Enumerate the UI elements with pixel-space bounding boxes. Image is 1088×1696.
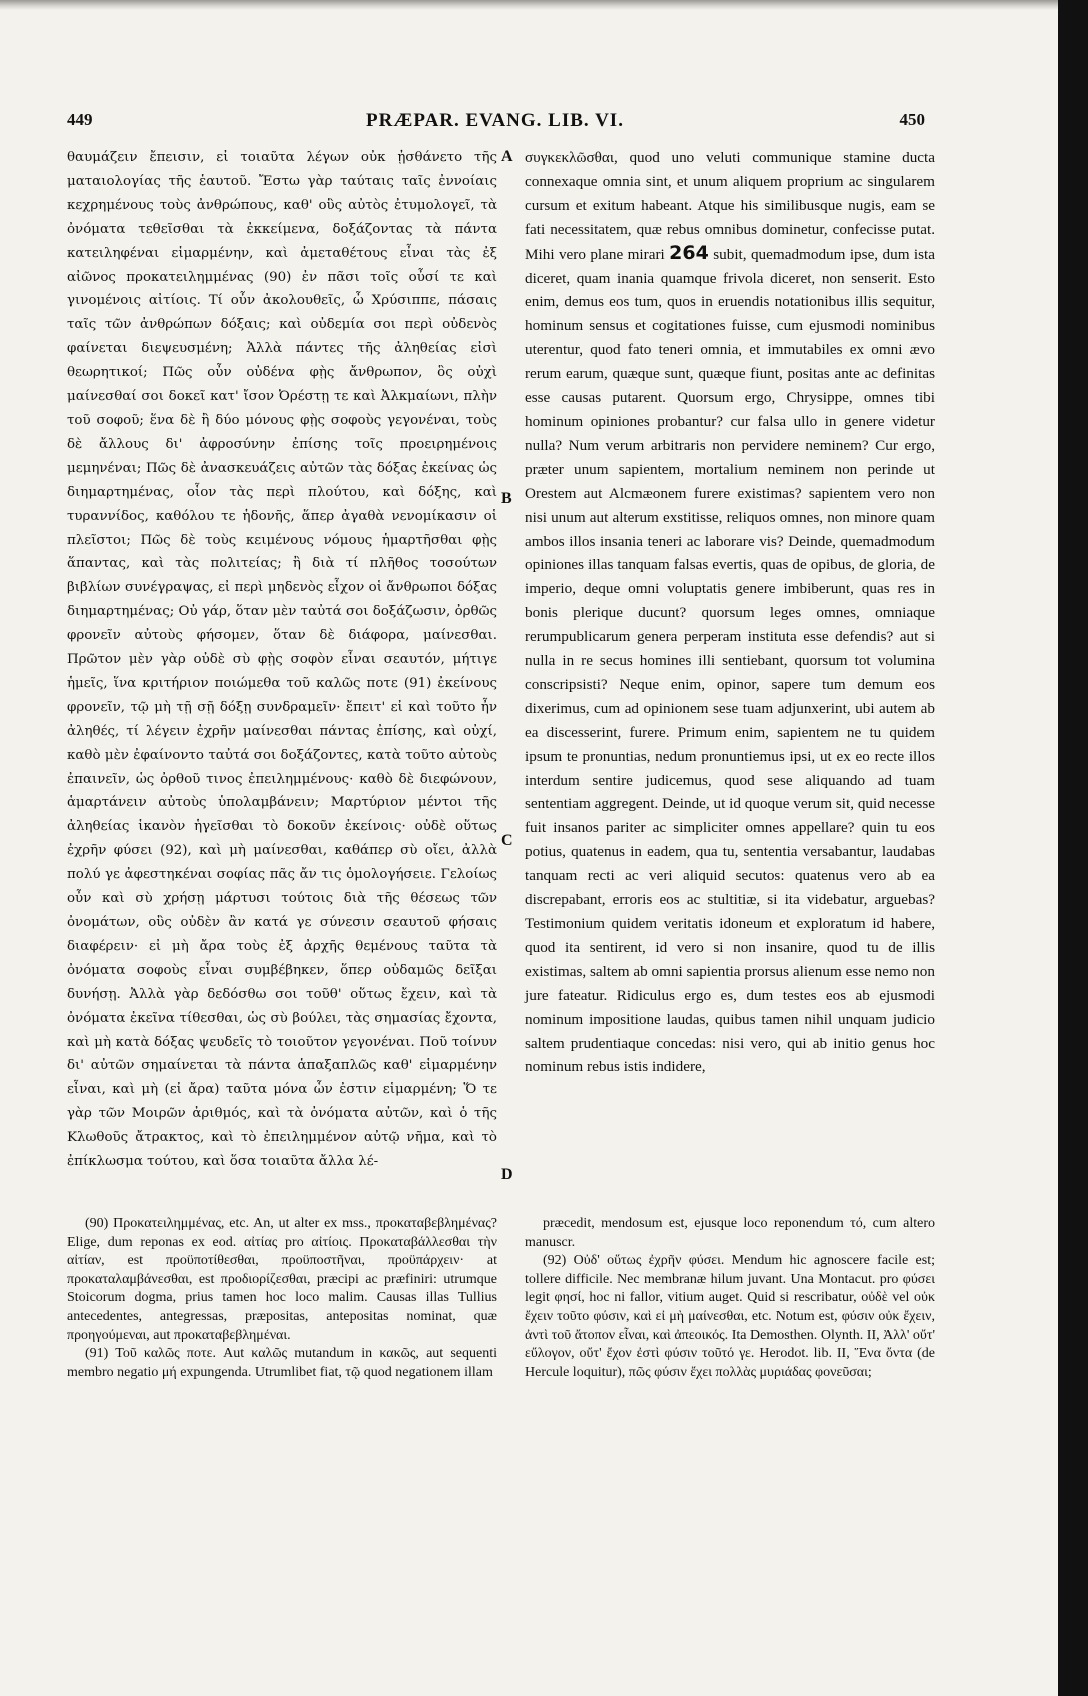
footnotes-left bbox=[67, 1215, 497, 1382]
greek-column bbox=[67, 146, 497, 1174]
section-marker-a: A bbox=[501, 148, 513, 165]
scan-edge-right bbox=[1058, 0, 1088, 1696]
running-title: PRÆPAR. EVANG. LIB. VI. bbox=[366, 110, 624, 131]
footnote-92: (92) Οὐδ' οὕτως ἐχρῆν φύσει. Mendum hic agnoscere facile est; tollere difficile. Nec membranæ hilum juvant. Una Montacut. pro φύσει legit φησί, hoc ni fallor, vitium auget. Quid si rescribatur, οὐδὲ vel οὐκ ἔχειν τοῦτο φύσιν, καὶ εἰ μὴ μαίνεσθαι, etc. Notum est, φύσιν οὐκ ἔχειν, ἀντὶ τοῦ ἄτοπον εἶναι, καὶ ἀπεοικός. Ita Demosthen. Olynth. II, Ἀλλ' οὔτ' εὔλογον, οὔτ' ἔχον ἐστὶ φύσιν τοῦτό γε. Herodot. lib. II, Ἕνα ὄντα (de Hercule loquitur), πῶς φύσιν ἔχει πολλὰς μυριάδας φονεῦσαι; bbox=[525, 1253, 935, 1380]
latin-text bbox=[525, 146, 935, 1079]
inline-page-number: 264 bbox=[669, 241, 709, 264]
page-number-right: 450 bbox=[899, 110, 925, 129]
scan-edge-top bbox=[0, 0, 1088, 10]
section-marker-d: D bbox=[501, 1166, 513, 1183]
latin-text-part-2: subit, quemadmodum ipse, dum ista diceret, quam inania quamque frivola diceret, non senserit. Esto enim, demus eos tum, quos in eruendis notationibus illis sequitur, hominum sensus et cogitationes fuisse, cum ejusmodi nominibus uterentur, quod fato teneri omnia, et immutabiles ex omni ævo rerum earum, quæque sunt, quæque fiunt, positas ante ac definitas esse causas putarent. Quorsum ergo, Chrysippe, omnes tibi hominum opiniones probantur? cur falsa ullo in genere videtur nulla? Num verum arbitraris non pervidere neminem? Cur ergo, præter unum sapientem, mortalium neminem non perinde ut Orestem aut Alcmæonem furere existimas? sapientem vero non nisi unum aut alterum exstitisse, reliquos omnes, non minore quam ambos illos insania teneri ac laborare vis? Deinde, quemadmodum opiniones illas tanquam falsas evertis, quas de opibus, de gloria, de imperio, deque omni voluptatis genere imbiberunt, quas res in bonis plerique ducunt? quorsum leges omnes, omniaque rerumpublicarum genera perperam instituta esse defendis? aut si nulla in re secus homines illi sentiebant, quorsum tot volumina conscripsisti? Neque enim, opinor, sapere tum demum eos dixerimus, cum ad opinionem sese tuam adjunxerint, ubi autem ab ea discesserint, furere. Primum enim, sapientem ne tu quidem ipsum te pronuntias, nedum pronuntiemus ipsi, ut ex eo recte illos interdum sentire judicemus, quod sese aliquando ad tuam sententiam aggregent. Deinde, ut id quoque verum sit, quid necesse fuit insanos pariter ac simpliciter omnes appellare? quin tu eos potius, quatenus in eadem, qua tu, sententia versabantur, laudabas tanquam recti ac veri aliquid secutos: quatenus vero ab ea discrepabant, erroris eos ac stultitiæ, si ita videbatur, arguebas? Testimonium quidem veritatis idoneum et exploratum id habere, quod ita sentirent, id vero si non insanire, quod tu de illis existimas, saltem ab omni sapientia prorsus alienum esse nemo non jure fateatur. Ridiculus ergo es, dum testes eos ab ejusmodi nominum impositione laudas, quibus tamen nihil unquam judicio saltem prudentiaque concedas: nisi vero, qui ab initio genus hoc nominum rebus istis indidere, bbox=[525, 245, 936, 1076]
running-head bbox=[55, 110, 935, 140]
section-marker-c: C bbox=[501, 832, 513, 849]
book-page bbox=[55, 110, 936, 1183]
footnotes-right bbox=[525, 1215, 935, 1382]
greek-text: θαυμάζειν ἔπεισιν, εἰ τοιαῦτα λέγων οὐκ ᾐσθάνετο τῆς ματαιολογίας τῆς ἑαυτοῦ. Ἔστω γὰρ ταύταις ταῖς ἐννοίαις κεχρημένους τοὺς ἀνθρώπους, καθ' οὓς αὐτὸς ἐτυμολογεῖ, τὰ ὀνόματα τεθεῖσθαι τὰ ἐκκείμενα, δοξάζοντας τὰ πάντα κατειληφέναι εἱμαρμένην, καὶ ἀμεταθέτους εἶναι τὰς ἐξ αἰῶνος προκατειλημμένας (90) ἐν πᾶσι τοῖς οὖσί τε καὶ γινομένοις αἰτίοις. Τί οὖν ἀκολουθεῖς, ὦ Χρύσιππε, πάσαις ταῖς τῶν ἀνθρώπων δόξαις; καὶ οὐδεμία σοι περὶ οὐδενὸς φαίνεται διεψευσμένη; Ἀλλὰ πάντες τῆς ἀληθείας εἰσὶ θεωρητικοί; Πῶς οὖν οὐδένα φῂς ἄνθρωπον, ὃς οὐχὶ μαίνεσθαί σοι δοκεῖ κατ' ἴσον Ὀρέστῃ τε καὶ Ἀλκμαίωνι, πλὴν τοῦ σοφοῦ; ἕνα δὲ ἢ δύο μόνους φῂς σοφοὺς γεγονέναι, τοὺς δὲ ἄλλους δι' ἀφροσύνην ἐπίσης τοῖς προειρημένοις μεμηνέναι; Πῶς δὲ ἀνασκευάζεις αὐτῶν τὰς δόξας ἐκείνας ὡς διημαρτημένας, οἷον τὰς περὶ πλούτου, καὶ δόξης, καὶ τυραννίδος, καθόλου τε ἡδονῆς, ἅπερ ἀγαθὰ νενομίκασιν οἱ πλεῖστοι; Πῶς δὲ τοὺς κειμένους νόμους ἡμαρτῆσθαι φῂς ἅπαντας, καὶ τὰς πολιτείας; ἢ διὰ τί πλῆθος τοσούτων βιβλίων συνέγραψας, εἰ περὶ μηδενὸς εἶχον οἱ ἄνθρωποι δόξας διημαρτημένας; Οὐ γάρ, ὅταν μὲν ταὐτά σοι δοξάζωσιν, ὀρθῶς φρονεῖν αὐτοὺς φήσομεν, ὅταν δὲ διάφορα, μαίνεσθαι. Πρῶτον μὲν γὰρ οὐδὲ σὺ φῂς σοφὸν εἶναι σεαυτόν, μήτιγε ἡμεῖς, ἵνα κριτήριον ποιώμεθα τοῦ καλῶς ποτε (91) ἐκείνους φρονεῖν, τῷ μὴ τῇ σῇ δόξῃ συνδραμεῖν· ἔπειτ' εἰ καὶ τοῦτο ἦν ἀληθές, τί λέγειν ἐχρῆν μαίνεσθαι πάντας ἐπίσης, καὶ οὐχί, καθὸ μὲν ἐφαίνοντο ταὐτά σοι δοξάζοντες, κατὰ τοῦτο αὐτοὺς ἐπαινεῖν, ὡς ὀρθοῦ τινος ἐπειλημμένους· καθὸ δὲ διεφώνουν, ἁμαρτάνειν αὐτοὺς ὑπολαμβάνειν; Μαρτύριον μέντοι τῆς ἀληθείας ἱκανὸν ἡγεῖσθαι τὸ δοκοῦν ἐκείνοις· οὐδὲ οὕτως ἐχρῆν φύσει (92), καὶ μὴ μαίνεσθαι, καθάπερ σὺ οἴει, ἀλλὰ πολύ γε ἀφεστηκέναι σοφίας πᾶς ἄν τις ὁμολογήσειε. Γελοίως οὖν καὶ σὺ χρήσῃ μάρτυσι τούτοις διὰ τῆς θέσεως τῶν ὀνομάτων, οὓς οὐδὲν ἂν κατά γε σύνεσιν σεαυτοῦ φήσαις διαφέρειν· εἰ μὴ ἄρα τοὺς ἐξ ἀρχῆς θεμένους ταῦτα τὰ ὀνόματα σοφοὺς εἶναι συμβέβηκεν, ὅπερ οὐδαμῶς δεῖξαι δυνήσῃ. Ἀλλὰ γὰρ δεδόσθω σοι τοῦθ' οὕτως ἔχειν, καὶ τὰ ὀνόματα ἐκεῖνα τίθεσθαι, ὡς σὺ βούλει, τὰς σημασίας ἔχοντα, καὶ μὴ κατὰ δόξας ψευδεῖς τὸ τοιοῦτον γεγονέναι. Ποῦ τοίνυν δι' αὐτῶν σημαίνεται τὰ πάντα ἁπαξαπλῶς καθ' εἱμαρμένην εἶναι, καὶ μὴ (εἰ ἄρα) ταῦτα μόνα ὧν ἐστιν εἱμαρμένη; Ὅ τε γὰρ τῶν Μοιρῶν ἀριθμός, καὶ τὰ ὀνόματα αὐτῶν, καὶ ὁ τῆς Κλωθοῦς ἄτρακτος, καὶ τὸ ἐπειλημμένον αὐτῷ νῆμα, καὶ τὸ ἐπίκλωσμα τούτου, καὶ ὅσα τοιαῦτα ἄλλα λέ- bbox=[67, 150, 497, 1170]
latin-text-part-1: συγκεκλῶσθαι, quod uno veluti communique stamine ducta connexaque omnia sint, et unum aliquem proprium ac singularem cursum et exitum habeant. Atque his similibusque nugis, eam se fati necessitatem, quæ rebus omnibus dominetur, confecisse putat. Mihi vero plane mirari bbox=[525, 149, 935, 263]
footnote-91-continued: præcedit, mendosum est, ejusque loco reponendum τό, cum altero manuscr. bbox=[525, 1216, 935, 1250]
page-number-left: 449 bbox=[67, 110, 93, 129]
footnote-91: (91) Τοῦ καλῶς ποτε. Aut καλῶς mutandum in κακῶς, aut sequenti membro negatio μή expungenda. Utrumlibet fiat, τῷ quod negationem illam bbox=[67, 1346, 497, 1380]
section-marker-b: B bbox=[501, 490, 512, 507]
latin-column bbox=[525, 146, 935, 1079]
footnote-90: (90) Προκατειλημμένας, etc. An, ut alter ex mss., προκαταβεβλημένας? Elige, dum reponas ex eod. αἰτίας pro αἰτίοις. Προκαταβάλλεσθαι τὴν αἰτίαν, est προϋποτίθεσθαι, προϋποστῆναι, προϋπάρχειν· at προκαταλαμβάνεσθαι, est προδιορίζεσθαι, præcipi ac præfiniri: utrumque Stoicorum dogma, prius tamen hoc loco malim. Causas illas Tullius antecedentes, antegressas, præpositas, antepositas nominat, quæ προηγούμεναι, aut προκαταβεβλημέναι. bbox=[67, 1216, 497, 1343]
